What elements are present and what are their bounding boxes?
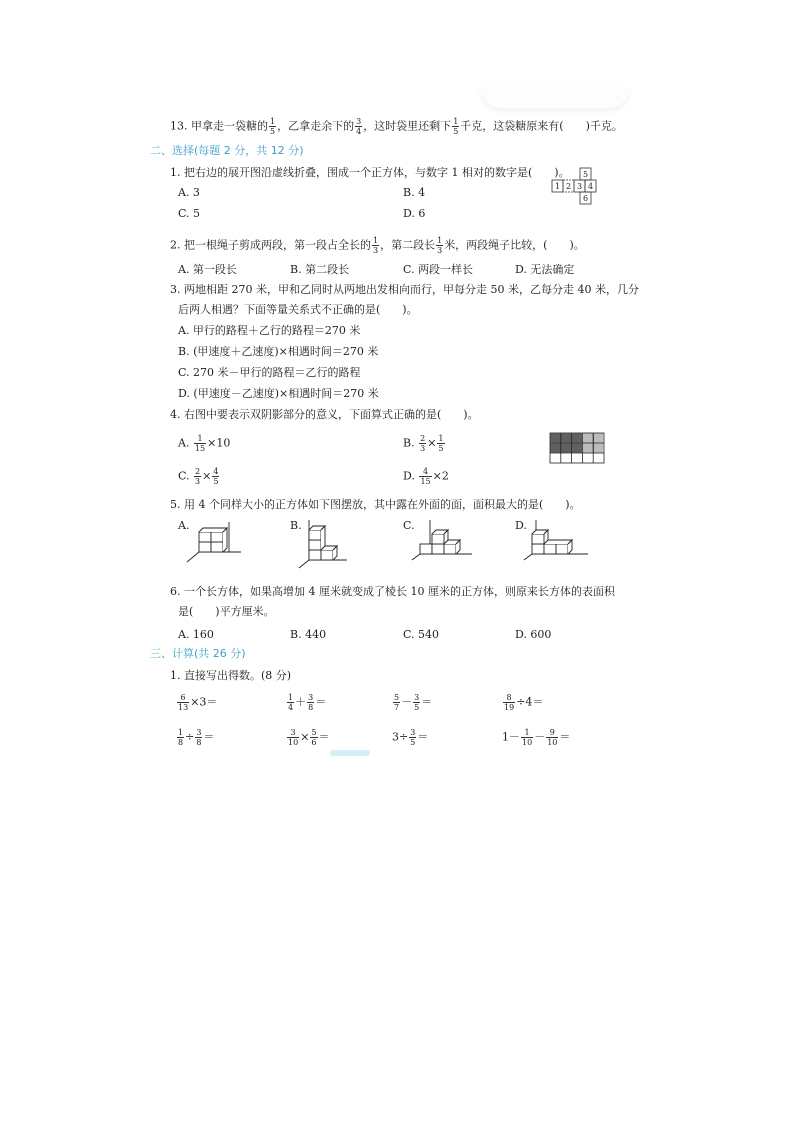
q3-option-c[interactable]: C. 270 米－甲行的路程＝乙行的路程 <box>178 366 361 379</box>
question-3-line-2: 后两人相遇？下面等量关系式不正确的是( )。 <box>178 303 418 316</box>
q3-option-d[interactable]: D. (甲速度－乙速度)×相遇时间＝270 米 <box>178 387 379 400</box>
fraction: $\frac{1}{5}$ <box>453 117 459 136</box>
q1-option-d[interactable]: D. 6 <box>403 207 426 220</box>
q13-text-5: )千克。 <box>585 119 623 133</box>
question-4-stem: 4. 右图中要表示双阴影部分的意义，下面算式正确的是( )。 <box>170 408 479 421</box>
question-13 <box>170 117 623 136</box>
q13-text-4: 千克，这袋糖原来有( <box>460 119 564 133</box>
q1-option-b[interactable]: B. 4 <box>403 186 426 199</box>
cubes-figure-d <box>522 518 592 566</box>
question-6-line-2: 是( )平方厘米。 <box>178 605 275 618</box>
q13-text-1: 13. 甲拿走一袋糖的 <box>170 119 268 133</box>
calc-stem: 1. 直接写出得数。(8 分) <box>170 669 292 682</box>
fraction: $\frac{3}{4}$ <box>356 117 362 136</box>
q13-text-3: ，这时袋里还剩下 <box>363 119 452 133</box>
q4-option-d[interactable]: D. $\frac{4}{15}$ ×2 <box>403 467 449 486</box>
calc-expression-5: $\frac{1}{8}$ ÷ $\frac{3}{8}$ ＝ <box>178 728 215 747</box>
question-1-stem: 1. 把右边的展开图沿虚线折叠，围成一个正方体，与数字 1 相对的数字是( )。 <box>170 166 570 179</box>
q2-option-c[interactable]: C. 两段一样长 <box>403 263 474 276</box>
fraction: $\frac{1}{5}$ <box>270 117 276 136</box>
question-6-line-1: 6. 一个长方体，如果高增加 4 厘米就变成了棱长 10 厘米的正方体，则原来长方体的表面积 <box>170 585 615 598</box>
q2-option-b[interactable]: B. 第二段长 <box>290 263 350 276</box>
calc-expression-7: 3÷ $\frac{3}{5}$ ＝ <box>392 728 429 747</box>
shaded-grid-diagram <box>549 432 605 464</box>
q6-option-d[interactable]: D. 600 <box>515 628 552 641</box>
cube-net-diagram <box>550 166 610 214</box>
top-decoration <box>480 86 630 108</box>
q5-option-c[interactable]: C. <box>403 519 415 532</box>
cubes-figure-c <box>410 518 476 566</box>
net-face-6: 6 <box>582 194 589 203</box>
section-2-title: 二、选择(每题 2 分，共 12 分) <box>150 144 304 157</box>
net-face-1: 1 <box>554 182 561 191</box>
q2-option-a[interactable]: A. 第一段长 <box>178 263 237 276</box>
calc-expression-2: $\frac{1}{4}$ ＋ $\frac{3}{8}$ ＝ <box>288 693 327 712</box>
net-face-5: 5 <box>582 170 589 179</box>
calc-expression-3: $\frac{5}{7}$ － $\frac{3}{5}$ ＝ <box>394 693 433 712</box>
calc-expression-6: $\frac{3}{10}$ × $\frac{5}{6}$ ＝ <box>288 728 330 747</box>
section-3-title: 三、计算(共 26 分) <box>150 647 246 660</box>
fraction: $\frac{1}{3}$ <box>437 236 443 255</box>
question-3-line-1: 3. 两地相距 270 米，甲和乙同时从两地出发相向而行，甲每分走 50 米，乙每分走 40 米，几分 <box>170 283 639 296</box>
q3-option-b[interactable]: B. (甲速度＋乙速度)×相遇时间＝270 米 <box>178 345 379 358</box>
q4-option-b[interactable]: B. $\frac{2}{3}$ × $\frac{1}{5}$ <box>403 434 444 453</box>
q3-option-a[interactable]: A. 甲行的路程＋乙行的路程＝270 米 <box>178 324 361 337</box>
q6-option-c[interactable]: C. 540 <box>403 628 440 641</box>
bottom-decoration <box>330 750 370 756</box>
net-face-4: 4 <box>587 182 594 191</box>
calc-expression-8: 1－ $\frac{1}{10}$ － $\frac{9}{10}$ ＝ <box>502 728 571 747</box>
q6-option-b[interactable]: B. 440 <box>290 628 327 641</box>
calc-expression-1: $\frac{6}{13}$ ×3＝ <box>178 693 218 712</box>
fraction: $\frac{1}{3}$ <box>373 236 379 255</box>
cubes-figure-b <box>297 518 357 574</box>
q4-option-c[interactable]: C. $\frac{2}{3}$ × $\frac{4}{5}$ <box>178 467 219 486</box>
q1-option-a[interactable]: A. 3 <box>178 186 200 199</box>
q13-text-2: ，乙拿走余下的 <box>277 119 355 133</box>
question-2-stem: 2. 把一根绳子剪成两段，第一段占全长的 $\frac{1}{3}$ ，第二段长 $\frac{1}{3}$ 米，两段绳子比较，( )。 <box>170 236 585 255</box>
q6-option-a[interactable]: A. 160 <box>178 628 214 641</box>
net-face-3: 3 <box>576 182 583 191</box>
q5-option-b[interactable]: B. <box>290 519 302 532</box>
net-face-2: 2 <box>565 182 572 191</box>
calc-expression-4: $\frac{8}{19}$ ÷4＝ <box>504 693 544 712</box>
q2-option-d[interactable]: D. 无法确定 <box>515 263 575 276</box>
q1-option-c[interactable]: C. 5 <box>178 207 201 220</box>
question-5-stem: 5. 用 4 个同样大小的正方体如下图摆放，其中露在外面的面，面积最大的是( )。 <box>170 498 581 511</box>
cubes-figure-a <box>185 518 245 568</box>
q5-option-d[interactable]: D. <box>515 519 527 532</box>
q4-option-a[interactable]: A. $\frac{1}{15}$ ×10 <box>178 434 231 453</box>
q5-option-a[interactable]: A. <box>178 519 190 532</box>
